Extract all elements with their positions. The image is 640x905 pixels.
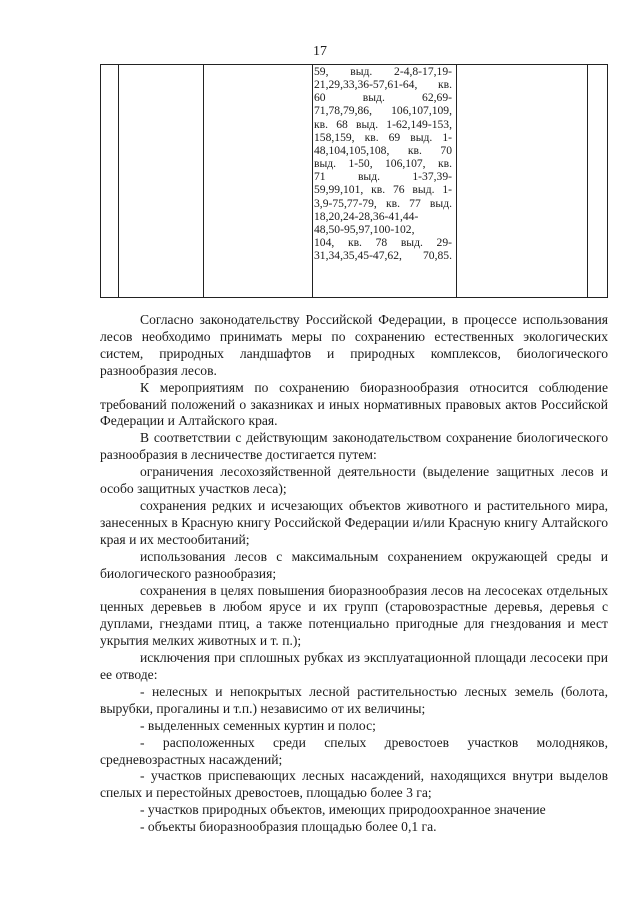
table-divider [312, 65, 313, 297]
paragraph: использования лесов с максимальным сохранением окружающей среды и биологического разнообразия; [100, 548, 608, 581]
paragraph: К мероприятиям по сохранению биоразнообразия относится соблюдение требований положений о заказниках и иных нормативных правовых актов Российской Федерации и Алтайского края. [100, 379, 608, 429]
table-cell-line: 3,9-75,77-79, кв. 77 выд. [314, 196, 452, 210]
paragraph: - нелесных и непокрытых лесной растительностью лесных земель (болота, вырубки, прогалины и т.п.) независимо от их величины; [100, 683, 608, 716]
paragraph: ограничения лесохозяйственной деятельности (выделение защитных лесов и особо защитных участков леса); [100, 464, 608, 497]
table-cell-line: 48,104,105,108, кв. 70 [314, 143, 452, 157]
table-cell-line: 71 выд. 1-37,39- [314, 170, 452, 184]
page-number: 17 [313, 44, 327, 59]
paragraph: сохранения редких и исчезающих объектов животного и растительного мира, занесенных в Красную книгу Российской Федерации и/или Красную книгу Алтайского края и их местообитаний; [100, 497, 608, 547]
paragraph: - объекты биоразнообразия площадью более 0,1 га. [140, 819, 437, 835]
table-cell-line: 158,159, кв. 69 выд. 1- [314, 130, 452, 144]
table-divider [587, 65, 588, 297]
paragraph: исключения при сплошных рубках из эксплуатационной площади лесосеки при ее отводе: [100, 650, 608, 683]
table-cell-line: 59,99,101, кв. 76 выд. 1- [314, 183, 452, 197]
table-cell-line: кв. 68 выд. 1-62,149-153, [314, 117, 452, 131]
table-cell-quarters-list [314, 65, 452, 262]
table-cell-line: 59, выд. 2-4,8-17,19- [314, 65, 452, 78]
table-cell-line: 21,29,33,36-57,61-64, кв. [314, 78, 452, 92]
paragraph: - участков приспевающих лесных насаждений, находящихся внутри выделов спелых и перестойных древостоев, площадью более 3 га; [100, 768, 608, 801]
table-divider [456, 65, 457, 297]
paragraph: сохранения в целях повышения биоразнообразия лесов на лесосеках отдельных ценных деревьев в любом ярусе и их групп (старовозрастные деревья, деревья с дуплами, гнездами птиц, а также потенциально пригодные для гнездования и мест укрытия мелких животных и т. п.); [100, 582, 608, 649]
table-cell-line: 48,50-95,97,100-102, [314, 222, 415, 236]
paragraph: Согласно законодательству Российской Федерации, в процессе использования лесов необходимо принимать меры по сохранению естественных экологических систем, природных ландшафтов и природных комплексов, биологического разнообразия лесов. [100, 312, 608, 378]
table-cell-line: 18,20,24-28,36-41,44- [314, 209, 419, 223]
table-cell-line: выд. 1-50, 106,107, кв. [314, 157, 452, 171]
paragraph: - расположенных среди спелых древостоев участков молодняков, средневозрастных насаждений; [100, 734, 608, 767]
table-cell-line: 60 выд. 62,69- [314, 91, 452, 105]
paragraph: В соответствии с действующим законодательством сохранение биологического разнообразия в лесничестве достигается путем: [100, 430, 608, 463]
table-cell-line: 31,34,35,45-47,62, 70,85. [314, 249, 452, 263]
paragraph: - выделенных семенных куртин и полос; [140, 717, 376, 733]
table-cell-line: 104, кв. 78 выд. 29- [314, 236, 452, 250]
table-cell-line: 71,78,79,86, 106,107,109, [314, 104, 452, 118]
body-text [100, 312, 608, 836]
paragraph: - участков природных объектов, имеющих природоохранное значение [140, 802, 546, 818]
continuation-table [100, 64, 608, 298]
table-divider [118, 65, 119, 297]
table-divider [203, 65, 204, 297]
